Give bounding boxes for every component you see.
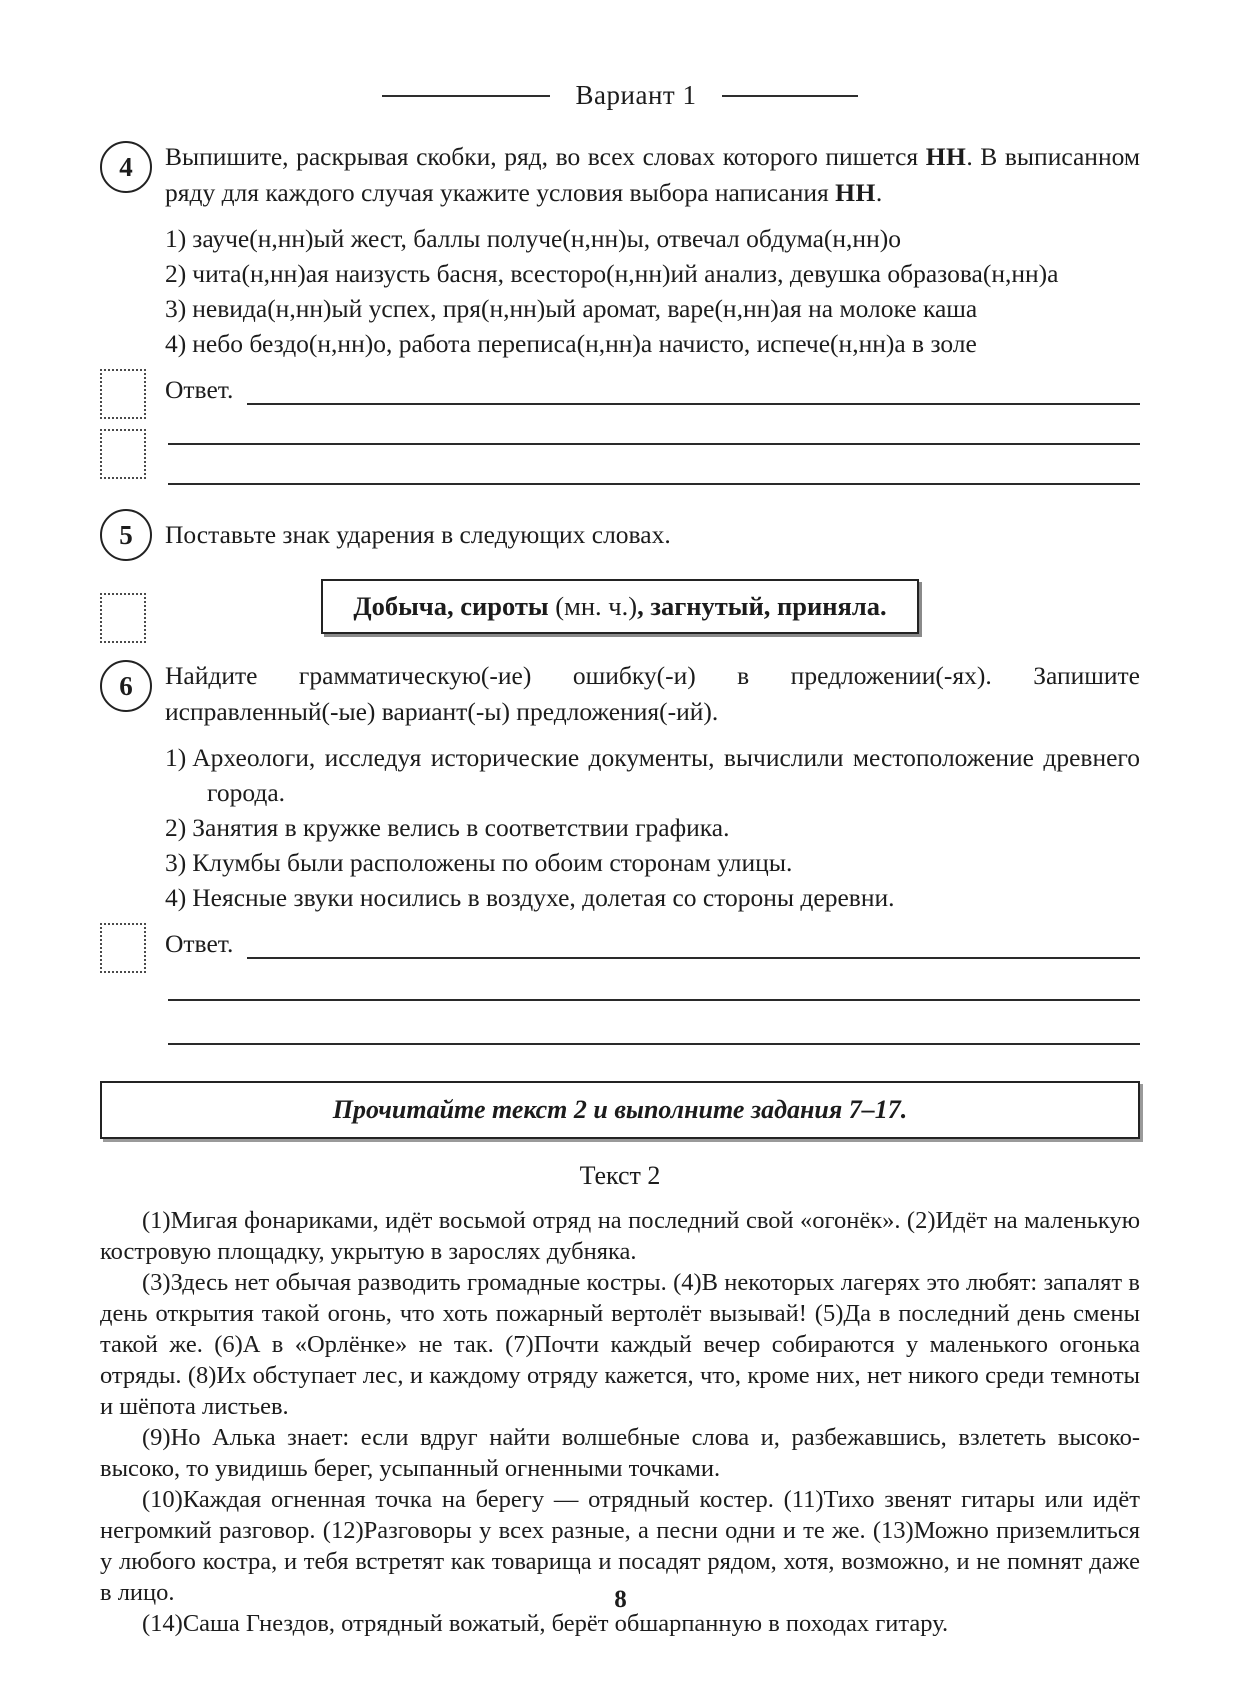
header-rule-right bbox=[722, 95, 858, 97]
question-6-option-4 bbox=[165, 880, 1140, 915]
option-number: 3) bbox=[165, 294, 187, 323]
question-4-number: 4 bbox=[119, 151, 133, 182]
stress-words-bold-2: , загнутый, приняла. bbox=[637, 591, 887, 621]
question-5-box-area bbox=[100, 579, 1140, 634]
question-6-options bbox=[165, 740, 1140, 915]
question-4-option-4 bbox=[165, 326, 1140, 361]
answer-writing-line bbox=[168, 445, 1140, 485]
question-4-prompt-text-3: . bbox=[875, 178, 883, 207]
question-6-prompt: Найдите грамматическую(-ие) ошибку(-и) в предложении(-ях). Запишите исправленный(-ые) вариант(-ы) предложения(-ий). bbox=[165, 661, 1140, 726]
option-text: Археологи, исследуя исторические документы, вычислили местоположение древнего города. bbox=[192, 743, 1140, 807]
option-number: 4) bbox=[165, 883, 187, 912]
option-number: 4) bbox=[165, 329, 187, 358]
text2-body bbox=[100, 1205, 1140, 1639]
answer-writing-line bbox=[168, 405, 1140, 445]
stress-words-bold-1: Добыча, сироты bbox=[353, 591, 556, 621]
option-text: небо бездо(н,нн)о, работа переписа(н,нн)а начисто, испече(н,нн)а в золе bbox=[192, 329, 977, 358]
option-text: невида(н,нн)ый успех, пря(н,нн)ый аромат, варе(н,нн)ая на молоке каша bbox=[192, 294, 978, 323]
question-5-number-circle bbox=[100, 509, 152, 561]
option-text: зауче(н,нн)ый жест, баллы получе(н,нн)ы, отвечал обдума(н,нн)о bbox=[192, 224, 901, 253]
question-5-prompt: Поставьте знак ударения в следующих словах. bbox=[165, 520, 671, 549]
question-6-number: 6 bbox=[119, 670, 133, 701]
answer-writing-line bbox=[247, 929, 1140, 959]
question-5-gutter bbox=[100, 507, 165, 561]
question-4-prompt-text: Выпишите, раскрывая скобки, ряд, во всех словах которого пишется bbox=[165, 142, 926, 171]
question-4-option-3 bbox=[165, 291, 1140, 326]
question-4 bbox=[100, 139, 1140, 485]
option-text: Занятия в кружке велись в соответствии графика. bbox=[192, 813, 730, 842]
score-box bbox=[100, 369, 146, 419]
question-4-prompt bbox=[165, 139, 1140, 211]
option-number: 2) bbox=[165, 259, 187, 288]
text2-paragraph-4: (10)Каждая огненная точка на берегу — отрядный костер. (11)Тихо звенят гитары или идёт негромкий разговор. (12)Разговоры у всех разные, а песни одни и те же. (13)Можно приземлиться у любого костра, и тебя встретят как товарища и посадят рядом, хотя, возможно, и не помнят даже в лицо. bbox=[100, 1486, 1140, 1606]
text2-paragraph-2: (3)Здесь нет обычая разводить громадные костры. (4)В некоторых лагерях это любят: запалят в день открытия такой огонь, что хоть пожарный вертолёт вызывай! (5)Да в последний день смены такой же. (6)А в «Орлёнке» не так. (7)Почти каждый вечер собираются у маленького огонька отряды. (8)Их обступает лес, и каждому отряду кажется, что, кроме них, нет никого среди темноты и шёпота листьев. bbox=[100, 1269, 1140, 1420]
question-5-number: 5 bbox=[119, 519, 133, 550]
score-box bbox=[100, 593, 146, 643]
answer-writing-line bbox=[247, 375, 1140, 405]
question-4-bold-nn-1: НН bbox=[925, 142, 967, 171]
option-number: 3) bbox=[165, 848, 187, 877]
question-6-option-1 bbox=[165, 740, 1140, 810]
question-4-prompt-text-2: . В выписанном ряду для каждого случая укажите условия выбора написания bbox=[165, 142, 1140, 207]
question-4-number-circle bbox=[100, 141, 152, 193]
content-column bbox=[100, 0, 1140, 1639]
option-text: чита(н,нн)ая наизусть басня, всесторо(н,нн)ий анализ, девушка образова(н,нн)а bbox=[192, 259, 1059, 288]
text2-paragraph-5: (14)Саша Гнездов, отрядный вожатый, берёт обшарпанную в походах гитару. bbox=[142, 1610, 949, 1637]
question-6-number-circle bbox=[100, 660, 152, 712]
score-box bbox=[100, 429, 146, 479]
option-number: 1) bbox=[165, 224, 187, 253]
question-4-option-2 bbox=[165, 256, 1140, 291]
variant-header bbox=[100, 0, 1140, 111]
answer-label: Ответ. bbox=[165, 375, 234, 404]
answer-label: Ответ. bbox=[165, 929, 234, 958]
question-6-option-2 bbox=[165, 810, 1140, 845]
reading-instruction-box: Прочитайте текст 2 и выполните задания 7–17. bbox=[100, 1081, 1140, 1139]
question-4-option-1 bbox=[165, 221, 1140, 256]
text2-paragraph-3: (9)Но Алька знает: если вдруг найти волшебные слова и, разбежавшись, взлететь высоко-высоко, то увидишь берег, усыпанный огненными точками. bbox=[100, 1424, 1140, 1482]
question-6-option-3 bbox=[165, 845, 1140, 880]
question-4-answer-area bbox=[100, 375, 1140, 485]
question-6-answer-area bbox=[100, 929, 1140, 1045]
page-number: 8 bbox=[614, 1586, 627, 1613]
header-rule-left bbox=[382, 95, 550, 97]
answer-writing-line bbox=[168, 1001, 1140, 1045]
stress-words-box bbox=[321, 579, 918, 634]
stress-words-note: (мн. ч.) bbox=[555, 591, 638, 621]
option-text: Неясные звуки носились в воздухе, долетая со стороны деревни. bbox=[192, 883, 895, 912]
option-number: 2) bbox=[165, 813, 187, 842]
variant-title: Вариант 1 bbox=[575, 80, 697, 110]
option-text: Клумбы были расположены по обоим сторонам улицы. bbox=[192, 848, 793, 877]
text2-title: Текст 2 bbox=[579, 1161, 661, 1190]
text2-paragraph-1: (1)Мигая фонариками, идёт восьмой отряд на последний свой «огонёк». (2)Идёт на маленькую костровую площадку, укрытую в зарослях дубняка. bbox=[100, 1207, 1140, 1265]
answer-writing-line bbox=[168, 959, 1140, 1001]
question-6-gutter bbox=[100, 658, 165, 712]
question-4-gutter bbox=[100, 139, 165, 193]
question-4-options bbox=[165, 221, 1140, 361]
question-5 bbox=[100, 507, 1140, 634]
score-box bbox=[100, 923, 146, 973]
question-6 bbox=[100, 658, 1140, 1045]
question-4-bold-nn-2: НН bbox=[835, 178, 876, 207]
option-number: 1) bbox=[165, 743, 187, 772]
